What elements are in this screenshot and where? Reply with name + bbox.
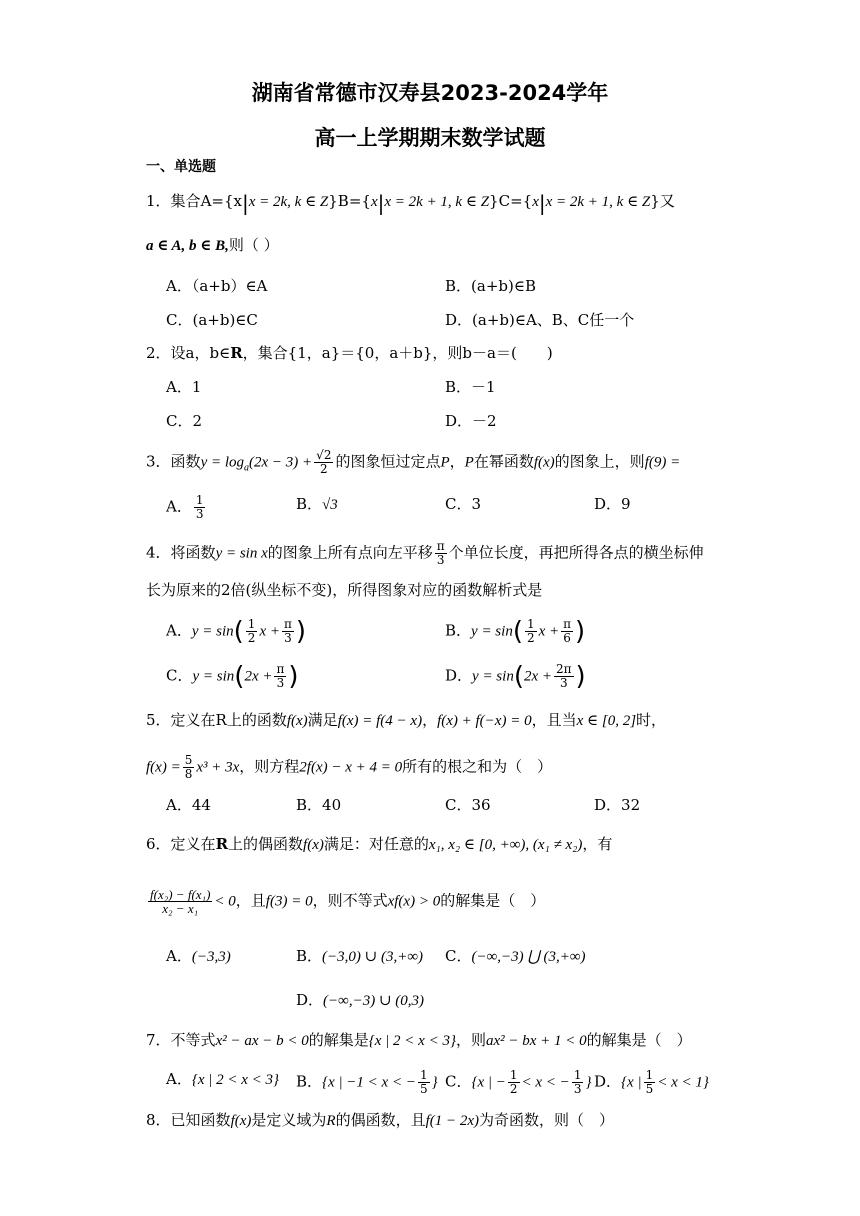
option-a[interactable]: A．{x | 2 < x < 3} xyxy=(166,1070,280,1088)
question-6-line-2: $\frac{\text{f(x₂) − f(x₁)}}{\text{x₂ − x₁}}$ < 0，且f(3) = 0，则不等式xf(x) > 0的解集是（ ） xyxy=(150,887,546,916)
question-number: 4． xyxy=(146,543,171,562)
set-a-label: A={x xyxy=(200,192,242,210)
question-7: 7．不等式x² − ax − b < 0的解集是{x | 2 < x < 3}，则ax² − bx + 1 < 0的解集是（ ） xyxy=(146,1031,692,1049)
question-text: 的图象恒过定点 xyxy=(335,452,441,471)
question-number: 3． xyxy=(146,452,171,471)
question-text: 设a，b∈ xyxy=(170,344,231,362)
question-6-line-1: 6．定义在R上的偶函数f(x)满足：对任意的x₁, x₂ ∈ [0, +∞), (x₁ ≠ x₂)，有 xyxy=(146,835,613,853)
option-d[interactable]: D．－2 xyxy=(445,412,497,430)
question-1-line-1: 1．集合A={x|x = 2k, k ∈ Z}B={x|x = 2k + 1, k ∈ Z}C={x|x = 2k + 1, k ∈ Z}又 xyxy=(146,191,675,215)
question-3: 3．函数$y = \log_a(2x - 3)$ + $\frac{√2}{2}$ 的图象恒过定点P，P在幂函数f(x)的图象上，则f(9) = xyxy=(146,448,681,476)
question-text: 函数 xyxy=(170,452,201,471)
question-8: 8．已知函数f(x)是定义域为R的偶函数，且f(1 − 2x)为奇函数，则（ ） xyxy=(146,1111,615,1129)
option-a[interactable]: A．(−3,3) xyxy=(166,947,231,965)
option-a[interactable]: A． $\frac{1}{3}$ xyxy=(166,493,204,521)
question-1-line-2 xyxy=(146,235,279,256)
option-d[interactable]: D．(a+b)∈A、B、C任一个 xyxy=(445,311,635,329)
question-text-tail: }又 xyxy=(650,192,675,210)
log-base: a xyxy=(244,462,250,474)
option-d[interactable]: D．9 xyxy=(594,495,631,513)
option-b[interactable]: B．{x | −1 < x < − $\frac{1}{5}$ } xyxy=(296,1068,438,1096)
function-value: f(9) = xyxy=(644,454,681,471)
set-c-label: }C={ xyxy=(489,192,533,210)
option-c[interactable]: C．(a+b)∈C xyxy=(166,311,258,329)
option-d[interactable]: D．y = sin(2x + $\frac{2\pi}{3}$ ) xyxy=(445,661,586,692)
question-2 xyxy=(146,343,553,363)
option-c[interactable]: C．(−∞,−3) ⋃ (3,+∞) xyxy=(445,947,586,965)
option-c[interactable]: C．2 xyxy=(166,412,203,430)
option-b[interactable]: B．－1 xyxy=(445,378,496,396)
sine-function: y = sin x xyxy=(215,545,268,562)
question-number: 6． xyxy=(146,835,171,853)
question-4-line-1: 4．将函数y = sin x的图象上所有点向左平移 $\frac{\pi}{3}$ 个单位长度，再把所得各点的横坐标伸 xyxy=(146,539,704,567)
option-d[interactable]: D．(−∞,−3) ∪ (0,3) xyxy=(296,991,425,1009)
title-line-1: 湖南省常德市汉寿县2023-2024学年 xyxy=(251,81,609,105)
option-b[interactable]: B．40 xyxy=(296,796,342,814)
function-notation: f(x) xyxy=(533,454,555,471)
section-heading: 一、单选题 xyxy=(146,159,216,175)
question-number: 2． xyxy=(146,344,171,362)
option-c[interactable]: C．y = sin(2x + $\frac{\pi}{3}$ ) xyxy=(166,661,299,692)
set-c-condition: x = 2k + 1, k ∈ Z xyxy=(545,194,651,210)
question-text: ，集合{1，a}＝{0，a＋b}，则b－a＝( ) xyxy=(242,344,553,362)
option-b[interactable]: B．√3 xyxy=(296,495,338,513)
title-line-2: 高一上学期期末数学试题 xyxy=(314,126,546,150)
question-5-line-1: 5．定义在R上的函数f(x)满足f(x) = f(4 − x)，f(x) + f(−x) = 0，且当x ∈ [0, 2]时， xyxy=(146,711,667,729)
set-b-label: }B={ xyxy=(328,192,371,210)
math-expression: a ∈ A, b ∈ B, xyxy=(146,238,229,254)
real-set-symbol: R xyxy=(230,344,243,362)
option-b[interactable]: B．y = sin( $\frac{1}{2}$ x + $\frac{\pi}{6}$ ) xyxy=(445,616,586,647)
log-argument: (2x − 3) + xyxy=(249,454,313,471)
option-a[interactable]: A．（a+b）∈A xyxy=(166,277,268,295)
option-c[interactable]: C．36 xyxy=(445,796,491,814)
log-function: y = log xyxy=(200,454,245,471)
option-a[interactable]: A．1 xyxy=(166,378,202,396)
question-5-line-2: f(x) = $\frac{5}{8}$ x³ + 3x，则方程2f(x) − x + 4 = 0所有的根之和为（ ） xyxy=(146,753,553,781)
option-d[interactable]: D．32 xyxy=(594,796,641,814)
question-text: 则（ ） xyxy=(228,236,279,254)
option-c[interactable]: C．3 xyxy=(445,495,482,513)
option-d[interactable]: D．{x | $\frac{1}{5}$ < x < 1} xyxy=(594,1068,709,1096)
question-4-line-2: 长为原来的2倍(纵坐标不变)，所得图象对应的函数解析式是 xyxy=(146,581,543,599)
option-a[interactable]: A．y = sin( $\frac{1}{2}$ x + $\frac{\pi}{3}$ ) xyxy=(166,616,307,647)
question-number: 1． xyxy=(146,192,171,210)
option-a[interactable]: A．44 xyxy=(166,796,211,814)
set-a-condition: x = 2k, k ∈ Z xyxy=(248,194,329,210)
question-number: 8． xyxy=(146,1111,171,1129)
option-b[interactable]: B．(a+b)∈B xyxy=(445,277,536,295)
question-text: 集合 xyxy=(170,192,201,210)
fraction: $\frac{√2}{2}$ xyxy=(316,448,332,476)
set-b-condition: x = 2k + 1, k ∈ Z xyxy=(384,194,490,210)
option-c[interactable]: C．{x | − $\frac{1}{2}$ < x < − $\frac{1}{3}$ } xyxy=(445,1068,592,1096)
option-b[interactable]: B．(−3,0) ∪ (3,+∞) xyxy=(296,947,424,965)
question-number: 7． xyxy=(146,1031,171,1049)
question-number: 5． xyxy=(146,711,171,729)
